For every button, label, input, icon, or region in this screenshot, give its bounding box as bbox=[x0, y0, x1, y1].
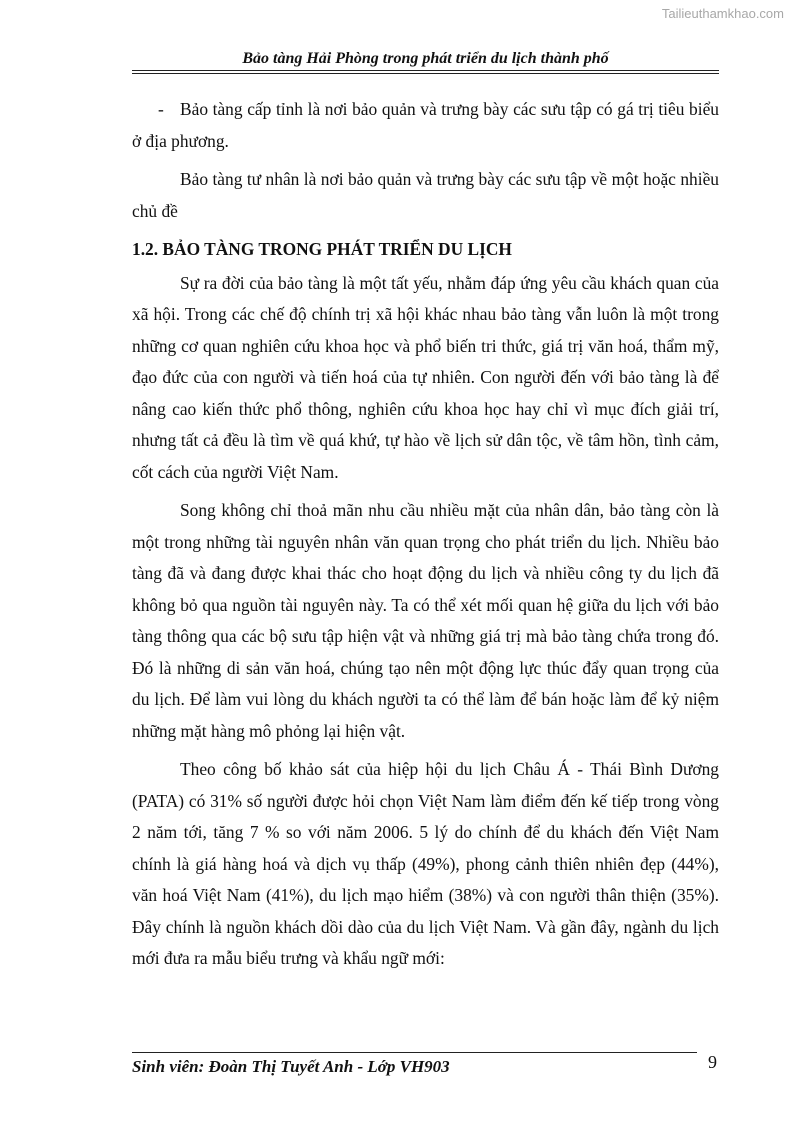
footer-rule bbox=[132, 1052, 697, 1053]
bullet-marker: - bbox=[158, 99, 164, 119]
paragraph-3: Theo công bố khảo sát của hiệp hội du lịch Châu Á - Thái Bình Dương (PATA) có 31% số người được hỏi chọn Việt Nam làm điểm đến kế tiếp trong vòng 2 năm tới, tăng 7 % so với năm 2006. 5 lý do chính để du khách đến Việt Nam chính là giá hàng hoá và dịch vụ thấp (49%), phong cảnh thiên nhiên đẹp (44%), văn hoá Việt Nam (41%), du lịch mạo hiểm (38%) và con người thân thiện (35%). Đây chính là nguồn khách dồi dào của du lịch Việt Nam. Và gần đây, ngành du lịch mới đưa ra mẫu biểu trưng và khẩu ngữ mới: bbox=[132, 759, 719, 968]
footer-student: Sinh viên: Đoàn Thị Tuyết Anh - Lớp VH903 bbox=[132, 1057, 450, 1076]
paragraph-1: Sự ra đời của bảo tàng là một tất yếu, nhằm đáp ứng yêu cầu khách quan của xã hội. Trong các chế độ chính trị xã hội khác nhau bảo tàng vẫn luôn là một trong những cơ quan nghiên cứu khoa học và phổ biến tri thức, giá trị văn hoá, thẩm mỹ, đạo đức của con người và tiến hoá của tự nhiên. Con người đến với bảo tàng là để nâng cao kiến thức phổ thông, nghiên cứu khoa học hay chỉ vì mục đích giải trí, nhưng tất cả đều là tìm về quá khứ, tự hào về lịch sử dân tộc, về tâm hồn, tình cảm, cốt cách của người Việt Nam. bbox=[132, 272, 719, 482]
header-rule-bottom bbox=[132, 73, 719, 74]
paragraph-private-museum: Bảo tàng tư nhân là nơi bảo quản và trưng bày các sưu tập về một hoặc nhiều chủ đề bbox=[132, 169, 719, 221]
header-rule-top bbox=[132, 70, 719, 71]
watermark: Tailieuthamkhao.com bbox=[661, 6, 784, 21]
paragraph-2: Song không chỉ thoả mãn nhu cầu nhiều mặt của nhân dân, bảo tàng còn là một trong những tài nguyên nhân văn quan trọng cho phát triển du lịch. Nhiều bảo tàng đã và đang được khai thác cho hoạt động du lịch và nhiều công ty du lịch đã không bỏ qua nguồn tài nguyên này. Ta có thể xét mối quan hệ giữa du lịch với bảo tàng thông qua các bộ sưu tập hiện vật và những giá trị mà bảo tàng chứa trong đó. Đó là những di sản văn hoá, chúng tạo nên một động lực thúc đẩy quan trọng của du lịch. Để làm vui lòng du khách người ta có thể làm để bán hoặc làm để kỷ niệm những mặt hàng mô phỏng lại hiện vật. bbox=[132, 500, 719, 741]
page-body bbox=[132, 94, 719, 975]
bullet-text: Bảo tàng cấp tỉnh là nơi bảo quản và trưng bày các sưu tập có gá trị tiêu biểu ở địa phương. bbox=[132, 99, 719, 151]
page-number: 9 bbox=[708, 1052, 717, 1072]
running-header: Bảo tàng Hải Phòng trong phát triển du lịch thành phố bbox=[242, 50, 609, 67]
section-heading: 1.2. BẢO TÀNG TRONG PHÁT TRIỂN DU LỊCH bbox=[132, 239, 512, 259]
bullet-paragraph bbox=[132, 94, 719, 157]
